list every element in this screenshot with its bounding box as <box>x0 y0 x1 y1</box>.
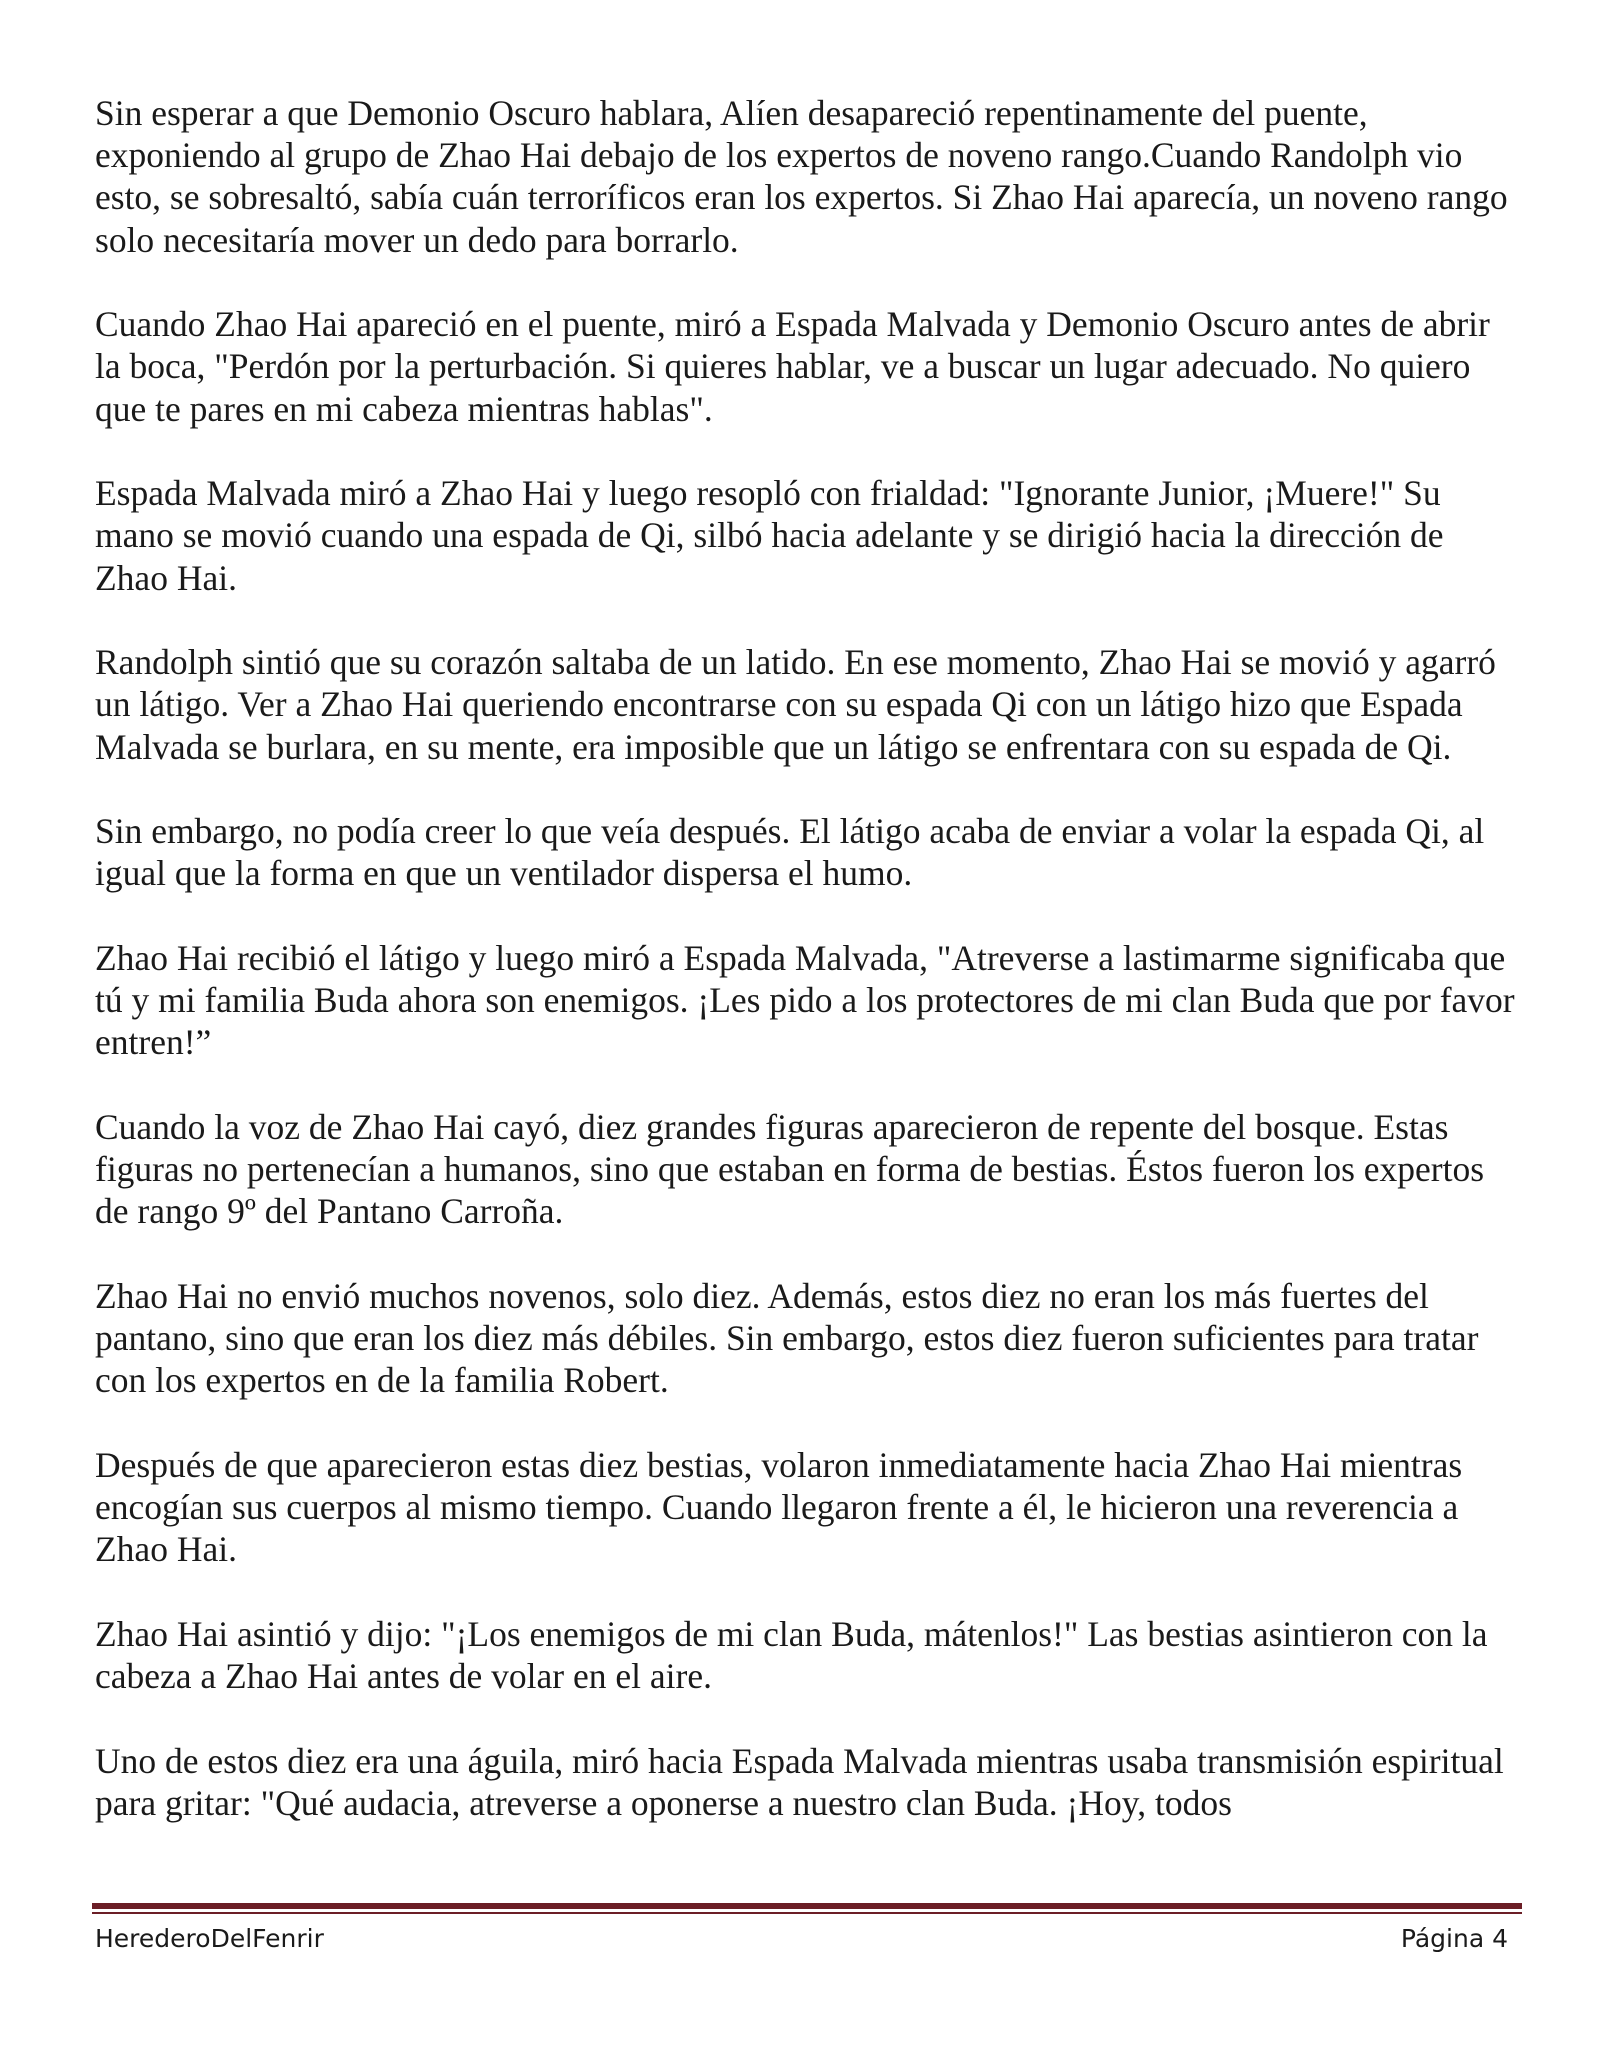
document-body <box>95 92 1520 1824</box>
footer-page-number: Página 4 <box>1400 1924 1508 1953</box>
paragraph-10: Zhao Hai asintió y dijo: "¡Los enemigos de mi clan Buda, mátenlos!" Las bestias asintieron con la cabeza a Zhao Hai antes de volar en el aire. <box>95 1614 1488 1697</box>
paragraph-9: Después de que aparecieron estas diez bestias, volaron inmediatamente hacia Zhao Hai mientras encogían sus cuerpos al mismo tiempo. Cuando llegaron frente a él, le hicieron una reverencia a Zhao Hai. <box>95 1445 1463 1570</box>
footer-divider <box>92 1903 1522 1915</box>
paragraph-3: Espada Malvada miró a Zhao Hai y luego resopló con frialdad: "Ignorante Junior, ¡Muere!" Su mano se movió cuando una espada de Qi, silbó hacia adelante y se dirigió hacia la dirección de Zhao Hai. <box>95 473 1444 598</box>
paragraph-4: Randolph sintió que su corazón saltaba de un latido. En ese momento, Zhao Hai se movió y agarró un látigo. Ver a Zhao Hai queriendo encontrarse con su espada Qi con un látigo hizo que Espada Malvada se burlara, en su mente, era imposible que un látigo se enfrentara con su espada de Qi. <box>95 642 1496 767</box>
paragraph-8: Zhao Hai no envió muchos novenos, solo diez. Además, estos diez no eran los más fuertes del pantano, sino que eran los diez más débiles. Sin embargo, estos diez fueron suficientes para tratar con los expertos en de la familia Robert. <box>95 1276 1479 1401</box>
footer-author: HerederoDelFenrir <box>95 1924 324 1953</box>
paragraph-7: Cuando la voz de Zhao Hai cayó, diez grandes figuras aparecieron de repente del bosque. Estas figuras no pertenecían a humanos, sino que estaban en forma de bestias. Éstos fueron los expertos de rango 9º del Pantano Carroña. <box>95 1107 1485 1232</box>
paragraph-11: Uno de estos diez era una águila, miró hacia Espada Malvada mientras usaba transmisión espiritual para gritar: "Qué audacia, atreverse a oponerse a nuestro clan Buda. ¡Hoy, todos <box>95 1740 1504 1823</box>
paragraph-2: Cuando Zhao Hai apareció en el puente, miró a Espada Malvada y Demonio Oscuro antes de abrir la boca, "Perdón por la perturbación. Si quieres hablar, ve a buscar un lugar adecuado. No quiero que te pares en mi cabeza mientras hablas". <box>95 304 1490 429</box>
paragraph-6: Zhao Hai recibió el látigo y luego miró a Espada Malvada, "Atreverse a lastimarme significaba que tú y mi familia Buda ahora son enemigos. ¡Les pido a los protectores de mi clan Buda que por favor entren!” <box>95 938 1515 1063</box>
footer-divider-thick-line <box>92 1903 1522 1909</box>
paragraph-5: Sin embargo, no podía creer lo que veía después. El látigo acaba de enviar a volar la espada Qi, al igual que la forma en que un ventilador dispersa el humo. <box>95 811 1485 894</box>
footer-divider-thin-line <box>92 1912 1522 1914</box>
paragraph-1: Sin esperar a que Demonio Oscuro hablara, Alíen desapareció repentinamente del puente, exponiendo al grupo de Zhao Hai debajo de los expertos de noveno rango.Cuando Randolph vio esto, se sobresaltó, sabía cuán terroríficos eran los expertos. Si Zhao Hai aparecía, un noveno rango solo necesitaría mover un dedo para borrarlo. <box>95 93 1508 260</box>
